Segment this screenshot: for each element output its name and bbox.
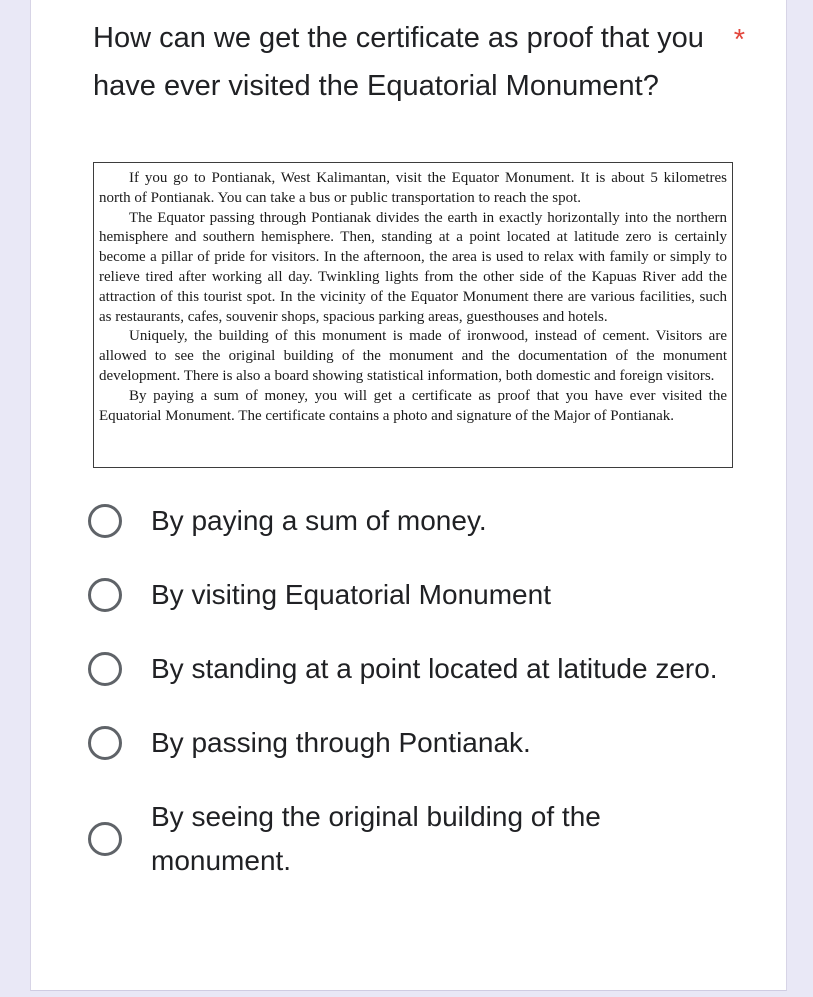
radio-button-icon[interactable] <box>88 822 122 856</box>
question-title <box>93 14 745 110</box>
option-row-1[interactable] <box>88 499 733 543</box>
option-label[interactable]: By passing through Pontianak. <box>151 727 531 758</box>
passage-paragraph: By paying a sum of money, you will get a certificate as proof that you have ever visited the Equatorial Monument. The certificate contains a photo and signature of the Major of Pontianak. <box>99 387 727 424</box>
option-label[interactable]: By visiting Equatorial Monument <box>151 579 551 610</box>
radio-button-icon[interactable] <box>88 726 122 760</box>
option-row-3[interactable] <box>88 647 733 691</box>
passage-paragraph: The Equator passing through Pontianak divides the earth in exactly horizontally into the northern hemisphere and southern hemisphere. Then, standing at a point located at latitude zero is certainly become a pillar of pride for visitors. In the afternoon, the area is used to relax with family or simply to relieve tired after working all day. Twinkling lights from the other side of the Kapuas River add the attraction of this tourist spot. In the vicinity of the Equator Monument there are various facilities, such as restaurants, cafes, souvenir shops, spacious parking areas, guesthouses and hotels. <box>99 209 727 325</box>
passage-paragraph: If you go to Pontianak, West Kalimantan, visit the Equator Monument. It is about 5 kilometres north of Pontianak. You can take a bus or public transportation to reach the spot. <box>99 170 727 206</box>
option-label[interactable]: By standing at a point located at latitude zero. <box>151 653 718 684</box>
option-label[interactable]: By seeing the original building of the monument. <box>151 801 601 876</box>
radio-button-icon[interactable] <box>88 652 122 686</box>
option-label[interactable]: By paying a sum of money. <box>151 505 487 536</box>
option-row-5[interactable] <box>88 795 733 883</box>
radio-button-icon[interactable] <box>88 504 122 538</box>
answer-options <box>88 499 733 883</box>
option-row-2[interactable] <box>88 573 733 617</box>
option-row-4[interactable] <box>88 721 733 765</box>
required-asterisk: * <box>733 24 745 56</box>
question-title-text: How can we get the certificate as proof that you have ever visited the Equatorial Monument? <box>93 22 704 102</box>
question-card <box>30 0 787 991</box>
radio-button-icon[interactable] <box>88 578 122 612</box>
passage-paragraph: Uniquely, the building of this monument is made of ironwood, instead of cement. Visitors are allowed to see the original building of the monument and the documentation of the monument development. There is also a board showing statistical information, both domestic and foreign visitors. <box>99 328 727 384</box>
reading-passage <box>93 162 733 468</box>
